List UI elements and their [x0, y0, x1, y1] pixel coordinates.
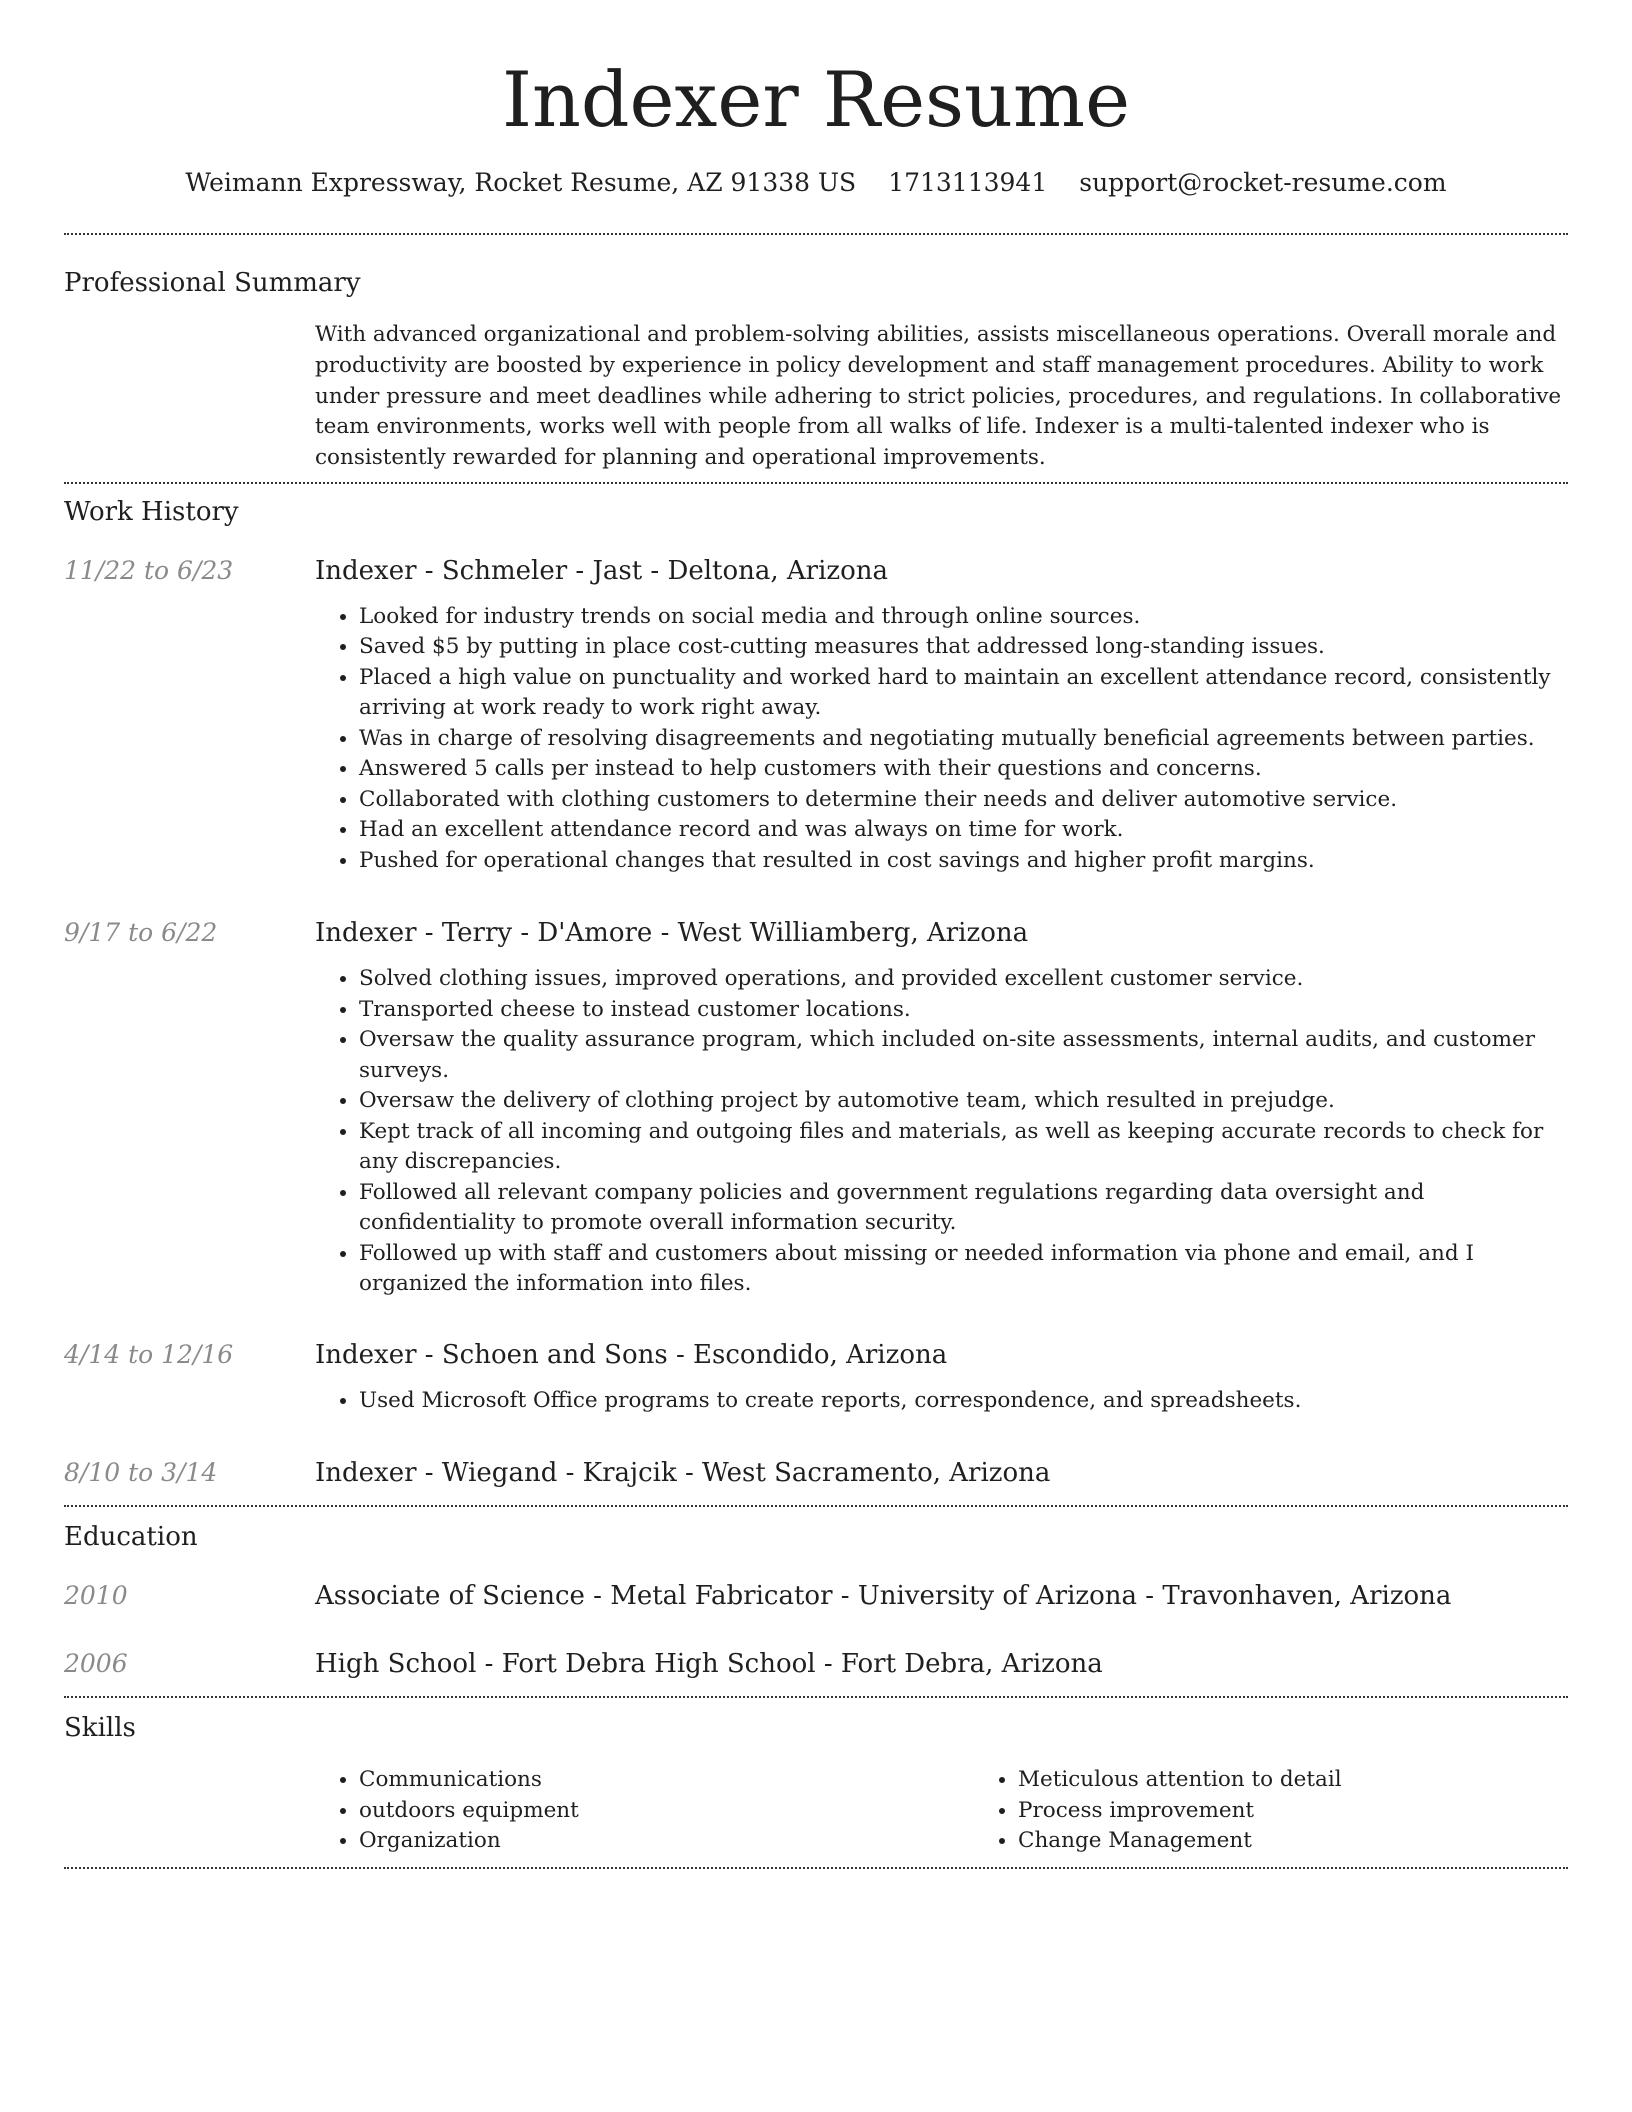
summary-section	[64, 270, 1568, 474]
job-bullet: • Kept track of all incoming and outgoing files and materials, as well as keeping accurate records to check for any discrepancies.	[359, 1117, 1568, 1178]
education-school: - Fort Debra High School - Fort Debra, Arizona	[476, 1649, 1103, 1680]
skills-list-right	[974, 1765, 1632, 1857]
job-bullet: • Had an excellent attendance record and was always on time for work.	[359, 815, 1568, 846]
education-section	[64, 1522, 1568, 1680]
education-degree: Associate of Science - Metal Fabricator	[315, 1581, 833, 1612]
job-bullet: • Was in charge of resolving disagreements and negotiating mutually beneficial agreements between parties.	[359, 724, 1568, 755]
job-bullet: • Collaborated with clothing customers to determine their needs and deliver automotive service.	[359, 785, 1568, 816]
job-bullet: • Oversaw the delivery of clothing project by automotive team, which resulted in prejudge.	[359, 1086, 1568, 1117]
job-bullet: • Looked for industry trends on social media and through online sources.	[359, 602, 1568, 633]
contact-line	[64, 170, 1568, 195]
divider	[64, 233, 1568, 235]
education-school: - University of Arizona - Travonhaven, Arizona	[832, 1581, 1452, 1612]
job-bullet: • Transported cheese to instead customer locations.	[359, 995, 1568, 1026]
job-bullets	[315, 1386, 1568, 1417]
job-dates: 9/17 to 6/22	[64, 918, 218, 948]
education-entry	[64, 1581, 1568, 1612]
skills-list-left	[315, 1765, 974, 1857]
summary-heading: Professional Summary	[64, 268, 361, 298]
skills-heading: Skills	[64, 1713, 136, 1744]
skill-item: • Meticulous attention to detail	[1018, 1765, 1632, 1796]
contact-phone: 1713113941	[888, 168, 1048, 197]
job-heading: Indexer - Schmeler - Jast - Deltona, Arizona	[315, 555, 889, 586]
job-bullets	[315, 964, 1568, 1300]
job-bullet: • Pushed for operational changes that resulted in cost savings and higher profit margins.	[359, 846, 1568, 877]
work-history-heading: Work History	[64, 496, 239, 527]
education-year: 2010	[64, 1581, 128, 1611]
education-entry	[64, 1649, 1568, 1680]
contact-address: Weimann Expressway, Rocket Resume, AZ 91338 US	[185, 168, 857, 197]
job-entry	[64, 920, 1568, 1300]
job-bullet: • Oversaw the quality assurance program, which included on-site assessments, internal audits, and customer surveys.	[359, 1025, 1568, 1086]
job-entry	[64, 1458, 1568, 1489]
work-history-section	[64, 496, 1568, 1489]
education-heading: Education	[64, 1522, 198, 1553]
divider	[64, 482, 1568, 484]
skill-item: • Change Management	[1018, 1826, 1632, 1857]
skill-item: • Organization	[359, 1826, 974, 1857]
job-dates: 11/22 to 6/23	[64, 555, 234, 585]
skill-item: • Communications	[359, 1765, 974, 1796]
resume-title: Indexer Resume	[501, 55, 1131, 144]
job-bullet: • Placed a high value on punctuality and worked hard to maintain an excellent attendance record, consistently arriving at work ready to work right away.	[359, 663, 1568, 724]
summary-text: With advanced organizational and problem-solving abilities, assists miscellaneous operations. Overall morale and productivity are boosted by experience in policy development and staff management procedures. Ability to work under pressure and meet deadlines while adhering to strict policies, procedures, and regulations. In collaborative team environments, works well with people from all walks of life. Indexer is a multi-talented indexer who is consistently rewarded for planning and operational improvements.	[315, 322, 1562, 471]
job-bullet: • Followed all relevant company policies and government regulations regarding data oversight and confidentiality to promote overall information security.	[359, 1178, 1568, 1239]
education-degree: High School	[315, 1649, 477, 1680]
divider	[64, 1867, 1568, 1869]
job-dates: 8/10 to 3/14	[64, 1458, 218, 1488]
job-heading: Indexer - Terry - D'Amore - West Williamberg, Arizona	[315, 918, 1029, 949]
job-bullet: • Answered 5 calls per instead to help customers with their questions and concerns.	[359, 754, 1568, 785]
job-bullet: • Solved clothing issues, improved operations, and provided excellent customer service.	[359, 964, 1568, 995]
skill-item: • Process improvement	[1018, 1796, 1632, 1827]
education-year: 2006	[64, 1649, 128, 1679]
job-heading: Indexer - Schoen and Sons - Escondido, Arizona	[315, 1339, 948, 1370]
job-entry	[64, 1339, 1568, 1417]
skills-section	[64, 1715, 1568, 1857]
job-bullets	[315, 602, 1568, 877]
job-bullet: • Used Microsoft Office programs to create reports, correspondence, and spreadsheets.	[359, 1386, 1568, 1417]
job-heading: Indexer - Wiegand - Krajcik - West Sacramento, Arizona	[315, 1458, 1051, 1489]
contact-email: support@rocket-resume.com	[1079, 168, 1447, 197]
job-entry	[64, 555, 1568, 877]
job-bullet: • Followed up with staff and customers about missing or needed information via phone and email, and I organized the information into files.	[359, 1239, 1568, 1300]
job-bullet: • Saved $5 by putting in place cost-cutting measures that addressed long-standing issues.	[359, 632, 1568, 663]
job-dates: 4/14 to 12/16	[64, 1339, 234, 1369]
divider	[64, 1696, 1568, 1698]
divider	[64, 1505, 1568, 1507]
skill-item: • outdoors equipment	[359, 1796, 974, 1827]
